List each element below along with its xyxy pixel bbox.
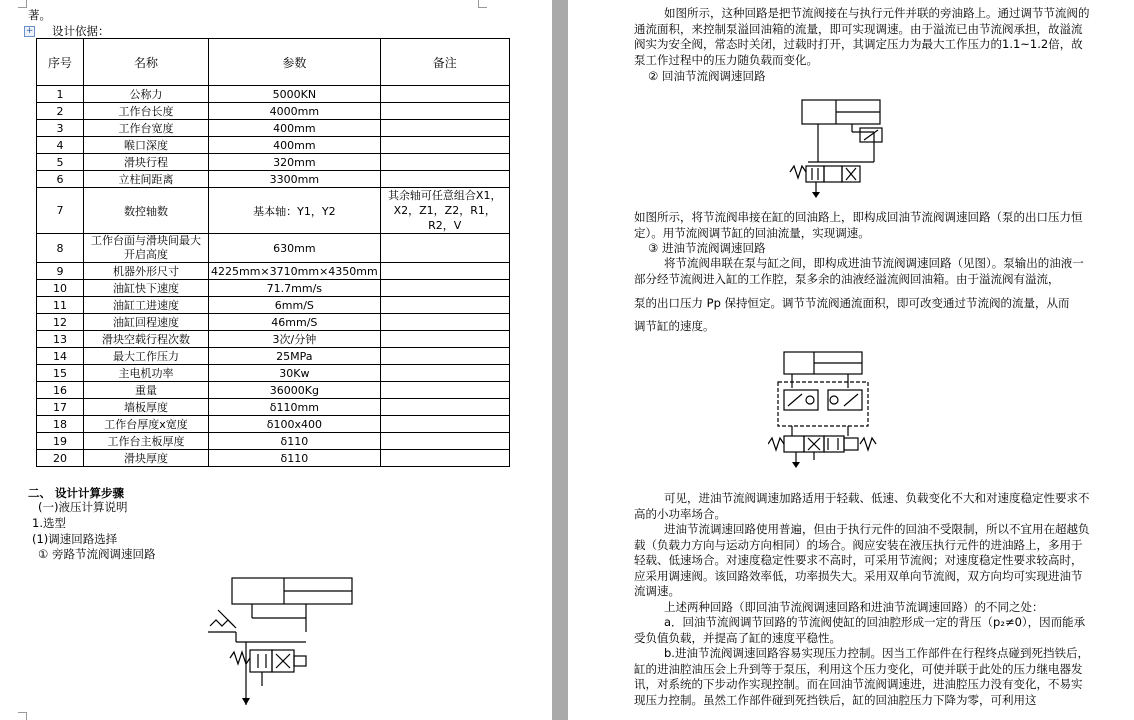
cell-name: 主电机功率 bbox=[84, 365, 209, 382]
cell-note bbox=[380, 348, 509, 365]
subsection-bypass: ① 旁路节流阀调速回路 bbox=[38, 547, 156, 561]
inlet-throttle-circuit-diagram bbox=[768, 348, 888, 474]
cell-param: 6mm/S bbox=[209, 297, 381, 314]
cell-name: 最大工作压力 bbox=[84, 348, 209, 365]
cell-name: 滑块厚度 bbox=[84, 450, 209, 467]
table-header-row bbox=[37, 39, 510, 86]
cell-no: 10 bbox=[37, 280, 84, 297]
paragraph-difference-a: a．回油节流阀调节回路的节流阀使缸的回油腔形成一定的背压（p₂≠0），因而能承受负值负载，并提高了缸的速度平稳性。 bbox=[634, 615, 1086, 645]
cell-name: 油缸快下速度 bbox=[84, 280, 209, 297]
cell-note bbox=[380, 120, 509, 137]
table-row bbox=[37, 188, 510, 234]
spec-table bbox=[36, 38, 510, 467]
cell-note bbox=[380, 103, 509, 120]
cell-note: 其余轴可任意组合X1，X2，Z1，Z2，R1，R2，V bbox=[380, 188, 509, 234]
cell-name: 油缸回程速度 bbox=[84, 314, 209, 331]
cell-no: 8 bbox=[37, 234, 84, 263]
table-row bbox=[37, 382, 510, 399]
cell-name: 公称力 bbox=[84, 86, 209, 103]
table-row bbox=[37, 399, 510, 416]
subsection-circuit-select: (1)调速回路选择 bbox=[32, 532, 118, 546]
cell-no: 4 bbox=[37, 137, 84, 154]
col-header-no: 序号 bbox=[37, 39, 84, 86]
paragraph-inlet-throttle: 将节流阀串联在泵与缸之间，即构成进油节流阀调速回路（见图）。泵输出的油液一部分经节流阀进入缸的工作腔，泵多余的油液经溢流阀回油箱。由于溢流阀有溢流， bbox=[634, 256, 1084, 286]
cell-name: 油缸工进速度 bbox=[84, 297, 209, 314]
heading-inlet-throttle: ③ 进油节流阀调速回路 bbox=[648, 241, 766, 255]
paragraph-inlet-pressure: 泵的出口压力 Pp 保持恒定。调节节流阀通流面积，即可改变通过节流阀的流量，从而 bbox=[634, 296, 1070, 310]
cell-param: 基本轴：Y1，Y2 bbox=[209, 188, 381, 234]
cell-param: 36000Kg bbox=[209, 382, 381, 399]
cell-no: 13 bbox=[37, 331, 84, 348]
col-header-param: 参数 bbox=[209, 39, 381, 86]
table-row bbox=[37, 263, 510, 280]
cell-no: 20 bbox=[37, 450, 84, 467]
cell-name: 立柱间距离 bbox=[84, 171, 209, 188]
paragraph-differences-intro: 上述两种回路（即回油节流阀调速回路和进油节流调速回路）的不同之处： bbox=[664, 600, 1044, 614]
table-row bbox=[37, 348, 510, 365]
margin-corner-mark bbox=[478, 0, 487, 8]
table-move-handle-icon[interactable]: + bbox=[25, 26, 34, 36]
cell-name: 重量 bbox=[84, 382, 209, 399]
cell-note bbox=[380, 365, 509, 382]
section-title: 二、 设计计算步骤 bbox=[28, 486, 125, 500]
cell-note bbox=[380, 314, 509, 331]
cell-param: 5000KN bbox=[209, 86, 381, 103]
cell-no: 17 bbox=[37, 399, 84, 416]
cell-note bbox=[380, 331, 509, 348]
cell-note bbox=[380, 297, 509, 314]
cell-name: 滑块空载行程次数 bbox=[84, 331, 209, 348]
subsection-selection: 1.选型 bbox=[32, 516, 66, 530]
table-row bbox=[37, 154, 510, 171]
table-row bbox=[37, 171, 510, 188]
cell-no: 3 bbox=[37, 120, 84, 137]
document-page-left bbox=[0, 0, 552, 720]
cell-param: 320mm bbox=[209, 154, 381, 171]
page-gutter bbox=[552, 0, 568, 720]
subsection-hydraulic: (一)液压计算说明 bbox=[38, 500, 128, 514]
paragraph-inlet-speed: 调节缸的速度。 bbox=[634, 319, 715, 333]
cell-param: 25MPa bbox=[209, 348, 381, 365]
cell-name: 工作台面与滑块间最大开启高度 bbox=[84, 234, 209, 263]
cell-note bbox=[380, 433, 509, 450]
paragraph-difference-b: b.进油节流阀调速回路容易实现压力控制。因当工作部件在行程终点碰到死挡铁后，缸的进油腔油压会上升到等于泵压，利用这个压力变化，可使并联于此处的压力继电器发讯，对系统的下步动作实现控制。而在回油节流阀调速进，进油腔压力没有变化，不易实现压力控制。虽然工作部件碰到死挡铁后，缸的回油腔压力下降为零，可利用这 bbox=[634, 646, 1089, 707]
cell-param: 400mm bbox=[209, 137, 381, 154]
cell-no: 9 bbox=[37, 263, 84, 280]
cell-param: 630mm bbox=[209, 234, 381, 263]
cell-name: 数控轴数 bbox=[84, 188, 209, 234]
margin-corner-mark bbox=[18, 0, 27, 8]
table-row bbox=[37, 137, 510, 154]
cell-note bbox=[380, 171, 509, 188]
cell-no: 16 bbox=[37, 382, 84, 399]
cell-no: 18 bbox=[37, 416, 84, 433]
cell-no: 5 bbox=[37, 154, 84, 171]
cell-no: 19 bbox=[37, 433, 84, 450]
cell-note bbox=[380, 416, 509, 433]
cell-name: 工作台长度 bbox=[84, 103, 209, 120]
cell-name: 工作台宽度 bbox=[84, 120, 209, 137]
document-page-right bbox=[568, 0, 1134, 720]
table-row bbox=[37, 280, 510, 297]
cell-name: 滑块行程 bbox=[84, 154, 209, 171]
paragraph-inlet-suitability: 可见，进油节流阀调速加路适用于轻载、低速、负载变化不大和对速度稳定性要求不高的小功率场合。 bbox=[634, 491, 1090, 521]
table-row bbox=[37, 433, 510, 450]
cell-note bbox=[380, 86, 509, 103]
cell-no: 6 bbox=[37, 171, 84, 188]
cell-param: δ110 bbox=[209, 450, 381, 467]
table-row bbox=[37, 450, 510, 467]
cell-note bbox=[380, 234, 509, 263]
cell-no: 14 bbox=[37, 348, 84, 365]
cell-param: 4000mm bbox=[209, 103, 381, 120]
cell-name: 墙板厚度 bbox=[84, 399, 209, 416]
return-throttle-circuit-diagram bbox=[788, 92, 898, 202]
paragraph-bypass-description: 如图所示，这种回路是把节流阀接在与执行元件并联的旁油路上。通过调节节流阀的通流面积，来控制泵溢回油箱的流量，即可实现调速。由于溢流已由节流阀承担，故溢流阀实为安全阀，常态时关闭，过载时打开，其调定压力为最大工作压力的1.1~1.2倍，故泵工作过程中的压力随负载而变化。 bbox=[634, 6, 1090, 67]
table-row bbox=[37, 86, 510, 103]
cell-note bbox=[380, 450, 509, 467]
table-row bbox=[37, 314, 510, 331]
basis-title: 设计依据： bbox=[52, 24, 110, 38]
cell-param: 3次/分钟 bbox=[209, 331, 381, 348]
cell-note bbox=[380, 382, 509, 399]
cell-no: 15 bbox=[37, 365, 84, 382]
table-row bbox=[37, 297, 510, 314]
table-row bbox=[37, 365, 510, 382]
cell-note bbox=[380, 399, 509, 416]
col-header-note: 备注 bbox=[380, 39, 509, 86]
col-header-name: 名称 bbox=[84, 39, 209, 86]
cell-no: 12 bbox=[37, 314, 84, 331]
table-row bbox=[37, 234, 510, 263]
cell-name: 工作台主板厚度 bbox=[84, 433, 209, 450]
cell-no: 7 bbox=[37, 188, 84, 234]
cell-param: 400mm bbox=[209, 120, 381, 137]
cell-param: δ110 bbox=[209, 433, 381, 450]
bypass-throttle-circuit-diagram bbox=[196, 570, 366, 720]
cell-param: 71.7mm/s bbox=[209, 280, 381, 297]
paragraph-return-throttle: 如图所示，将节流阀串接在缸的回油路上，即构成回油节流阀调速回路（泵的出口压力恒定）。用节流阀调节缸的回油流量，实现调速。 bbox=[634, 210, 1083, 240]
cell-param: δ110mm bbox=[209, 399, 381, 416]
cell-no: 1 bbox=[37, 86, 84, 103]
cell-param: 30Kw bbox=[209, 365, 381, 382]
margin-corner-mark bbox=[18, 712, 27, 720]
cell-note bbox=[380, 263, 509, 280]
table-row bbox=[37, 120, 510, 137]
table-row bbox=[37, 103, 510, 120]
cell-name: 喉口深度 bbox=[84, 137, 209, 154]
top-line-text: 著。 bbox=[28, 8, 51, 22]
cell-note bbox=[380, 154, 509, 171]
cell-name: 工作台厚度x宽度 bbox=[84, 416, 209, 433]
table-row bbox=[37, 331, 510, 348]
cell-note bbox=[380, 280, 509, 297]
paragraph-inlet-usage: 进油节流调速回路使用普遍，但由于执行元件的回油不受限制，所以不宜用在超越负载（负载力方向与运动方向相同）的场合。阀应安装在液压执行元件的进油路上，多用于轻载、低速场合。对速度稳定性要求不高时，可采用节流阀；对速度稳定性要求较高时，应采用调速阀。该回路效率低，功率损失大。采用双单向节流阀，双方向均可实现进油节流调速。 bbox=[634, 522, 1090, 598]
cell-param: 4225mm×3710mm×4350mm bbox=[209, 263, 381, 280]
cell-param: 46mm/S bbox=[209, 314, 381, 331]
cell-no: 11 bbox=[37, 297, 84, 314]
cell-no: 2 bbox=[37, 103, 84, 120]
table-row bbox=[37, 416, 510, 433]
cell-name: 机器外形尺寸 bbox=[84, 263, 209, 280]
cell-param: δ100x400 bbox=[209, 416, 381, 433]
heading-return-throttle: ② 回油节流阀调速回路 bbox=[648, 69, 766, 83]
cell-param: 3300mm bbox=[209, 171, 381, 188]
cell-note bbox=[380, 137, 509, 154]
